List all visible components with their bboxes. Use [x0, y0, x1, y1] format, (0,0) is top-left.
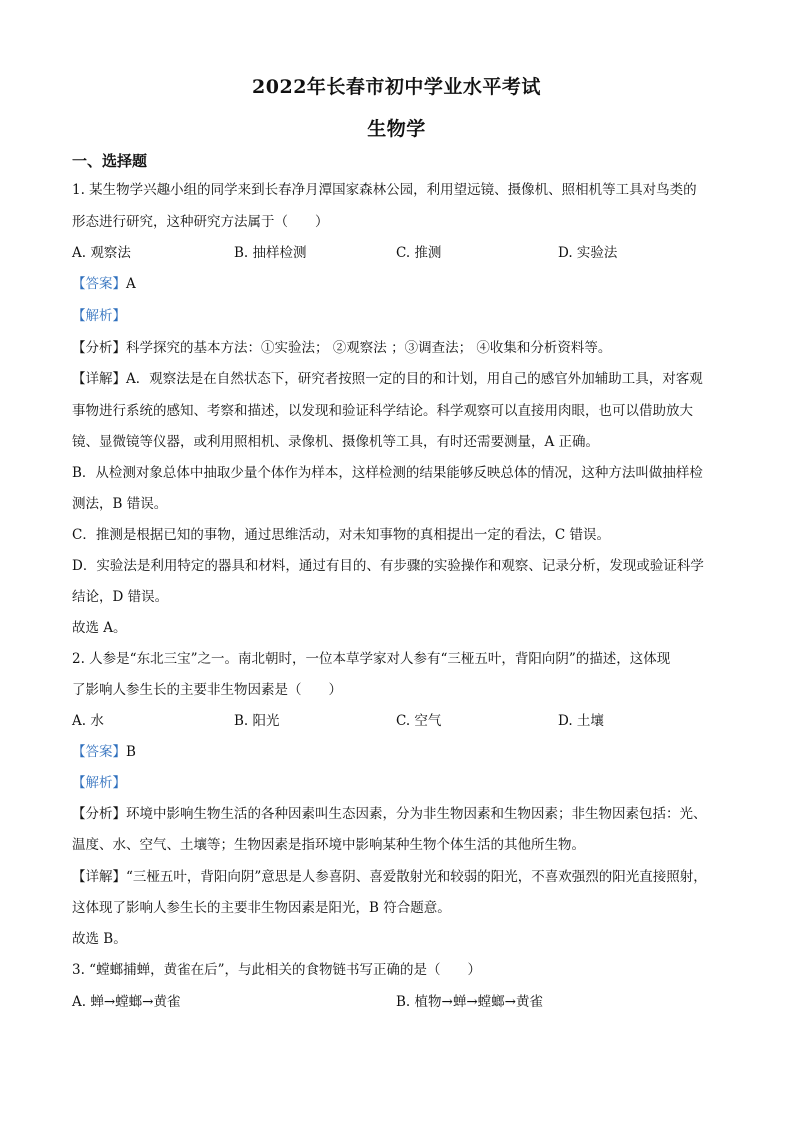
- q1-d-line2: 结论，D 错误。: [72, 589, 169, 605]
- q2-conclusion: 故选 B。: [72, 931, 127, 947]
- q1-xiangjie-line3: 镜、显微镜等仪器，或利用照相机、录像机、摄像机等工具，有时还需要测量，A 正确。: [72, 434, 600, 450]
- q1-fenxi: [72, 338, 732, 358]
- q1-analysis-tag: 【解析】: [72, 308, 126, 324]
- q2-xiangjie-line2: 这体现了影响人参生长的主要非生物因素是阳光，B 符合题意。: [72, 900, 451, 916]
- q1-stem-line2: 形态进行研究，这种研究方法属于（ ）: [72, 214, 329, 230]
- q1-option-d: D. 实验法: [558, 245, 618, 261]
- q1-xiangjie-line2: 事物进行系统的感知、考察和描述，以发现和验证科学结论。科学观察可以直接用肉眼，也可以借助放大: [72, 403, 693, 419]
- q1-conclusion: 故选 A。: [72, 620, 127, 636]
- q3-option-a: A. 蝉→螳螂→黄雀: [72, 994, 181, 1010]
- q1-xiangjie-line1: [72, 369, 732, 389]
- q2-stem-line1: 2. 人参是“东北三宝”之一。南北朝时，一位本草学家对人参有“三桠五叶，背阳向阴”的描述，这体现: [72, 651, 671, 667]
- subject-title: 生物学: [367, 118, 426, 140]
- q1-b-line2: 测法，B 错误。: [72, 496, 168, 512]
- section-heading: 一、选择题: [72, 152, 148, 170]
- fenxi-text: 环境中影响生物生活的各种因素叫生态因素，分为非生物因素和生物因素；非生物因素包括：光、: [126, 806, 707, 822]
- q2-option-c: C. 空气: [396, 713, 442, 729]
- fenxi-text: 科学探究的基本方法：①实验法； ②观察法 ；③调查法； ④收集和分析资料等。: [126, 340, 612, 356]
- fenxi-tag: 【分析】: [72, 806, 126, 822]
- q1-option-c: C. 推测: [396, 245, 442, 261]
- q2-fenxi-line1: [72, 804, 732, 824]
- q1-c-line1: C．推测是根据已知的事物，通过思维活动，对未知事物的真相提出一定的看法，C 错误。: [72, 527, 610, 543]
- q2-option-a: A. 水: [72, 713, 104, 729]
- q2-option-d: D. 土壤: [558, 713, 604, 729]
- q3-stem-line1: 3. “螳螂捕蝉，黄雀在后”，与此相关的食物链书写正确的是（ ）: [72, 962, 481, 978]
- q2-analysis-tag: 【解析】: [72, 775, 126, 791]
- q3-option-b: B. 植物→蝉→螳螂→黄雀: [396, 994, 543, 1010]
- exam-title: 2022年长春市初中学业水平考试: [252, 76, 541, 98]
- q1-option-b: B. 抽样检测: [234, 245, 307, 261]
- q2-xiangjie-line1: [72, 867, 732, 887]
- xiangjie-text: A．观察法是在自然状态下，研究者按照一定的目的和计划，用自己的感官外加辅助工具，对客观: [126, 371, 703, 387]
- answer-tag: 【答案】: [72, 744, 126, 760]
- q2-answer: [72, 742, 732, 762]
- xiangjie-tag: 【详解】: [72, 869, 126, 885]
- q2-fenxi-line2: 温度、水、空气、土壤等；生物因素是指环境中影响某种生物个体生活的其他所生物。: [72, 837, 585, 853]
- fenxi-tag: 【分析】: [72, 340, 126, 356]
- answer-tag: 【答案】: [72, 276, 126, 292]
- q2-stem-line2: 了影响人参生长的主要非生物因素是（ ）: [72, 682, 342, 698]
- q1-b-line1: B．从检测对象总体中抽取少量个体作为样本，这样检测的结果能够反映总体的情况，这种方法叫做抽样检: [72, 465, 703, 481]
- q1-option-a: A. 观察法: [72, 245, 131, 261]
- xiangjie-text: “三桠五叶，背阳向阴”意思是人参喜阴、喜爱散射光和较弱的阳光，不喜欢强烈的阳光直接照射，: [126, 869, 707, 885]
- xiangjie-tag: 【详解】: [72, 371, 126, 387]
- q1-d-line1: D．实验法是利用特定的器具和材料，通过有目的、有步骤的实验操作和观察、记录分析，发现或验证科学: [72, 558, 704, 574]
- q1-answer: [72, 274, 732, 294]
- q1-stem-line1: 1. 某生物学兴趣小组的同学来到长春净月潭国家森林公园，利用望远镜、摄像机、照相机等工具对鸟类的: [72, 182, 697, 198]
- q2-option-b: B. 阳光: [234, 713, 280, 729]
- answer-value: B: [126, 744, 136, 760]
- answer-value: A: [126, 276, 136, 292]
